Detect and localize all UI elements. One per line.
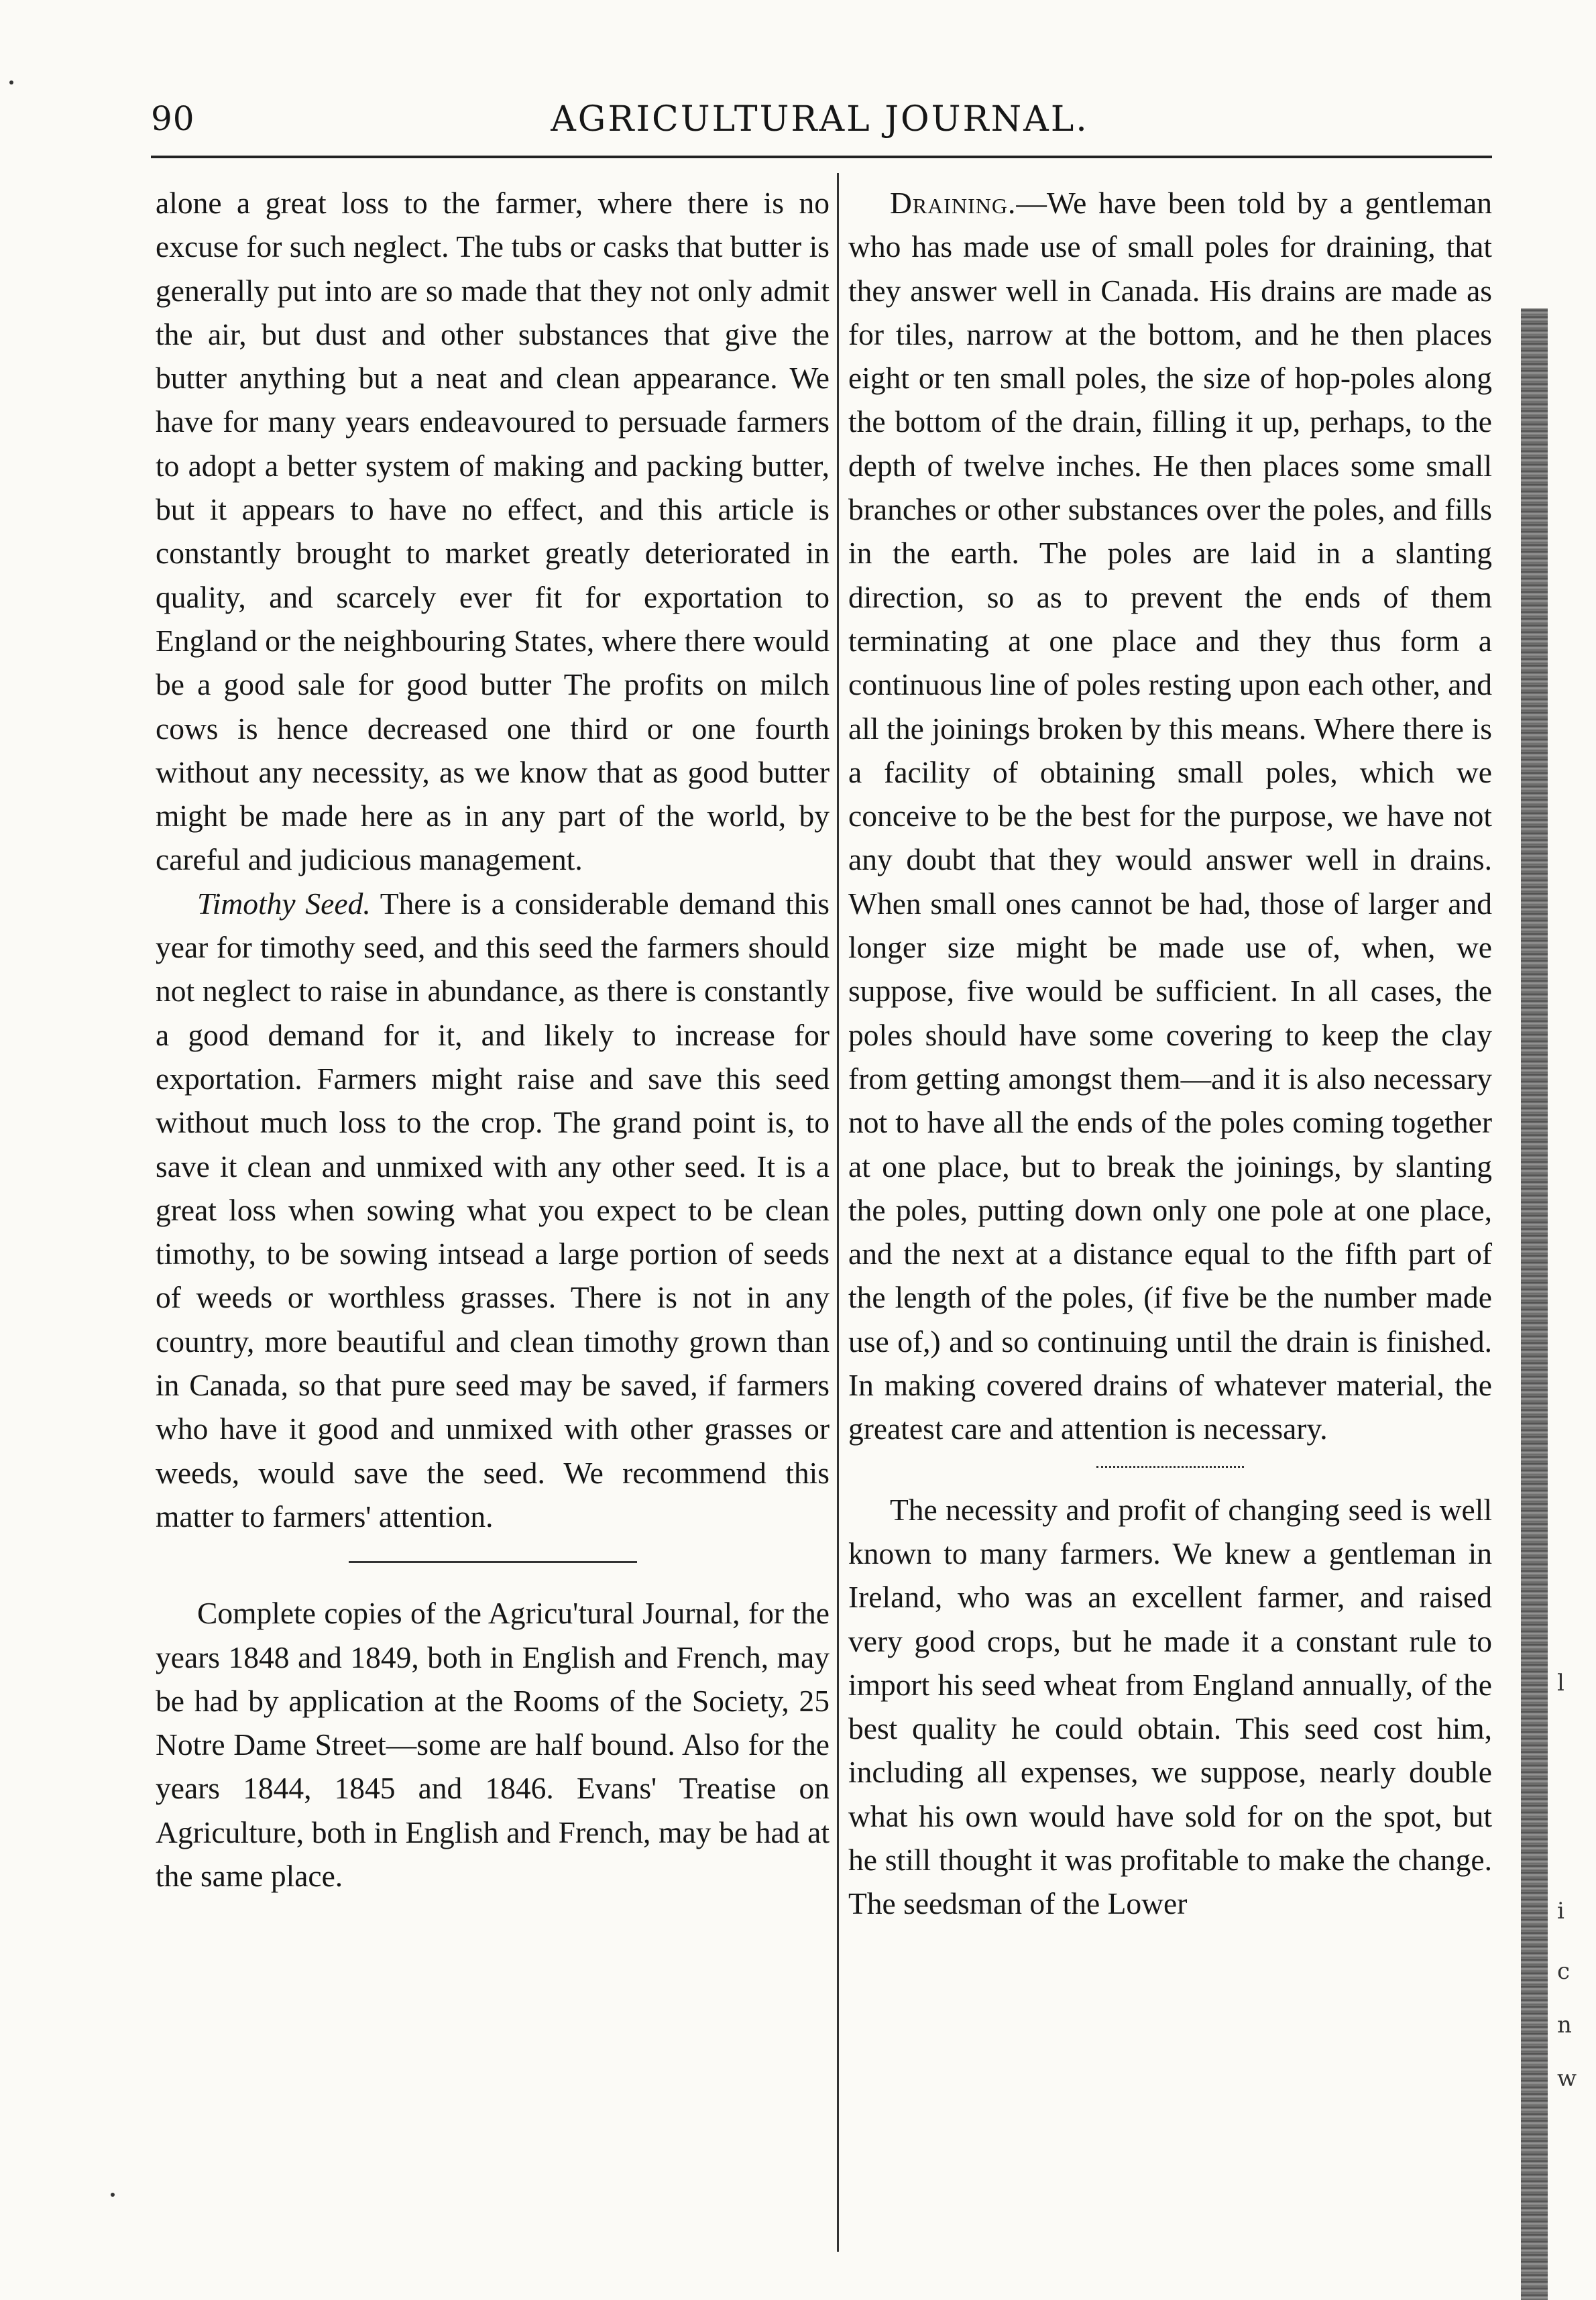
- draining-paragraph: [848, 181, 1492, 1451]
- butter-paragraph: alone a great loss to the farmer, where there is no excuse for such neglect. The tubs or casks that butter is generally put into are so made that they not only admit the air, but dust and other substances that give the butter anything but a neat and clean appearance. We have for many years endeavoured to persuade farmers to adopt a better system of making and packing butter, but it appears to have no effect, and this article is constantly brought to market greatly deteriorated in quality, and scarcely ever fit for exportation to England or the neighbouring States, where there would be a good sale for good butter The profits on milch cows is hence decreased one third or one fourth without any necessity, as we know that as good butter might be made here as in any part of the world, by careful and judicious management.: [156, 186, 830, 877]
- left-column: [156, 181, 830, 1898]
- page-edge-shadow: [1521, 308, 1548, 2300]
- section-separator: [349, 1561, 637, 1563]
- running-head: AGRICULTURAL JOURNAL.: [551, 99, 1089, 139]
- column-rule: [837, 173, 839, 2252]
- page-header: [151, 99, 1489, 153]
- header-rule: [151, 156, 1492, 158]
- timothy-seed-text: There is a considerable demand this year for timothy seed, and this seed the farmers should not neglect to raise in abundance, as there is constantly a good demand for it, and likely to increase for exportation. Farmers might raise and save this seed without much loss to the crop. The grand point is, to save it clean and unmixed with any other seed. It is a great loss when sowing what you expect to be clean timothy, to be sowing intsead a large portion of seeds of weeds or worthless grasses. There is not in any country, more beautiful and clean timothy grown than in Canada, so that pure seed may be saved, if farmers who have it good and unmixed with other grasses or weeds, would save the seed. We recommend this matter to farmers' attention.: [156, 886, 830, 1534]
- journal-copies-paragraph: Complete copies of the Agricu'tural Journal, for the years 1848 and 1849, both in English and French, may be had by application at the Rooms of the Society, 25 Notre Dame Street—some are half bound. Also for the years 1844, 1845 and 1846. Evans' Treatise on Agriculture, both in English and French, may be had at the same place.: [156, 1596, 830, 1893]
- changing-seed-paragraph: The necessity and profit of changing seed is well known to many farmers. We knew a gentleman in Ireland, who was an excellent farmer, and raised very good crops, but he made it a constant rule to import his seed wheat from England annually, of the best quality he could obtain. This seed cost him, including all expenses, we suppose, nearly double what his own would have sold for on the spot, but he still thought it was profitable to make the change. The seedsman of the Lower: [848, 1492, 1492, 1921]
- ink-speck: [111, 2193, 115, 2197]
- section-separator-right: [1096, 1466, 1244, 1468]
- margin-letter: n: [1557, 2012, 1572, 2038]
- draining-heading: Draining.: [890, 186, 1017, 220]
- margin-letter: c: [1557, 1958, 1571, 1985]
- timothy-seed-heading: Timothy Seed.: [197, 886, 371, 921]
- draining-text: —We have been told by a gentleman who has made use of small poles for draining, that they answer well in Canada. His drains are made as for tiles, narrow at the bottom, and he then places eight or ten small poles, the size of hop-poles along the bottom of the drain, filling it up, perhaps, to the depth of twelve inches. He then places some small branches or other substances over the poles, and fills in the earth. The poles are laid in a slanting direction, so as to prevent the ends of them terminating at one place and they thus form a continuous line of poles resting upon each other, and all the joinings broken by this means. Where there is a facility of obtaining small poles, which we conceive to be the best for the purpose, we have not any doubt that they would answer well in drains. When small ones cannot be had, those of larger and longer size might be made use of, when, we suppose, five would be sufficient. In all cases, the poles should have some covering to keep the clay from getting amongst them—and it is also necessary not to have all the ends of the poles coming together at one place, but to break the joinings, by slanting the poles, putting down only one pole at one place, and the next at a distance equal to the fifth part of the length of the poles, (if five be the number made use of,) and so continuing until the drain is finished. In making covered drains of whatever material, the greatest care and attention is necessary.: [848, 186, 1492, 1446]
- ink-speck: [9, 80, 13, 84]
- page-number: 90: [151, 99, 195, 138]
- margin-letter: i: [1557, 1898, 1564, 1924]
- timothy-seed-paragraph: [156, 882, 830, 1538]
- margin-letter: l: [1557, 1670, 1564, 1697]
- margin-letter: w: [1557, 2065, 1577, 2092]
- right-column: [848, 181, 1492, 1926]
